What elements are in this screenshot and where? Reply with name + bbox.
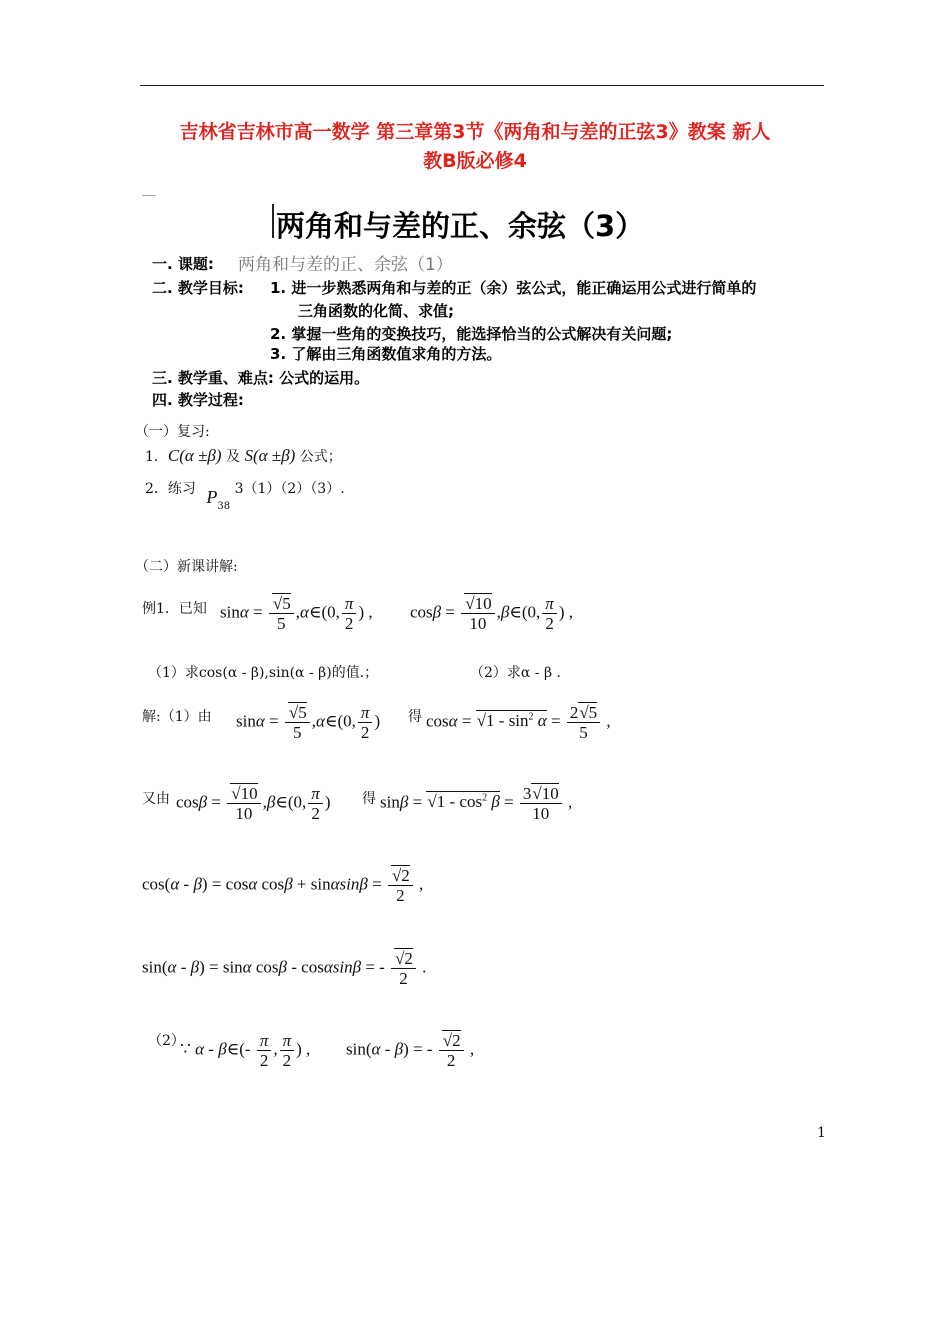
solution-label: 解:（1）由 (142, 709, 212, 725)
teaching-process: 四. 教学过程: (152, 391, 244, 409)
key-points: 三. 教学重、难点: 公式的运用。 (152, 369, 370, 387)
solution-sin-beta: $\sin\beta = √1 - \cos^2 \beta$ = $\frac{3√10}{10}$ , (380, 784, 573, 823)
goal-2: 2. 掌握一些角的变换技巧，能选择恰当的公式解决有关问题; (270, 325, 673, 343)
goals-label: 二. 教学目标: (152, 279, 244, 297)
example-1-given-cos: cosβ = $\frac{√10}{10}$ ,β∈(0, $\frac{\pi}{2}$ ) , (410, 594, 573, 633)
goal-1a: 1. 进一步熟悉两角和与差的正（余）弦公式，能正确运用公式进行简单的 (270, 279, 757, 297)
example-1-given-sin: sinα = $\frac{√5}{5}$ ,α∈(0, $\frac{\pi}{2}$ ) , (220, 594, 373, 633)
topic-value: 两角和与差的正、余弦（1） (238, 255, 453, 275)
solution-de-1: 得 (408, 709, 422, 725)
part-2-sin: sin(α - β) = - $\frac{√2}{2}$ , (346, 1031, 475, 1070)
goal-3: 3. 了解由三角函数值求角的方法。 (270, 345, 502, 363)
review-item-2: 2．练习 $P_{38}$ 3（1）（2）（3）. (145, 481, 345, 512)
cos-difference: cos(α - β) = cosα cosβ + sinαsinβ = $\frac{√2}{2}$ , (142, 866, 424, 905)
header-rule (140, 85, 824, 86)
lesson-heading: 两角和与差的正、余弦（3） (276, 209, 645, 243)
topic-label: 一. 课题: (152, 255, 214, 273)
solution-de-2: 得 (362, 791, 376, 807)
part-2-label: （2） (148, 1033, 185, 1049)
scan-dash (142, 195, 156, 196)
part-2-range: ∵ α - β∈(- $\frac{\pi}{2}$ , $\frac{\pi}{2}$ ) , (180, 1031, 311, 1070)
document-title-line-2: 教B版必修4 (423, 150, 527, 172)
document-title-line-1: 吉林省吉林市高一数学 第三章第3节《两角和与差的正弦3》教案 新人 (179, 121, 771, 143)
example-1-label: 例1．已知 (142, 601, 207, 617)
question-1: （1）求cos(α - β),sin(α - β)的值.； (148, 665, 379, 681)
page-number: 1 (817, 1125, 826, 1141)
solution-step-1: sinα = $\frac{√5}{5}$ ,α∈(0, $\frac{\pi}{2}$ ) (236, 703, 381, 742)
review-heading: （一）复习: (135, 424, 210, 440)
sin-difference: sin(α - β) = sinα cosβ - cosαsinβ = - $\frac{√2}{2}$ . (142, 949, 427, 988)
review-item-1: 1．C(α ±β) 及 S(α ±β) 公式； (145, 446, 342, 465)
new-lesson-heading: （二）新课讲解: (135, 559, 238, 575)
solution-cos-alpha: $\cos\alpha = √1 - \sin^2 \alpha$ = $\frac{2√5}{5}$ , (426, 703, 611, 742)
question-2: （2）求α - β . (470, 665, 561, 681)
goal-1b: 三角函数的化简、求值; (298, 302, 454, 320)
text-cursor (272, 204, 274, 238)
solution-step-2: cosβ = $\frac{√10}{10}$ ,β∈(0, $\frac{\pi}{2}$ ) (176, 784, 331, 823)
again-label: 又由 (142, 791, 170, 807)
